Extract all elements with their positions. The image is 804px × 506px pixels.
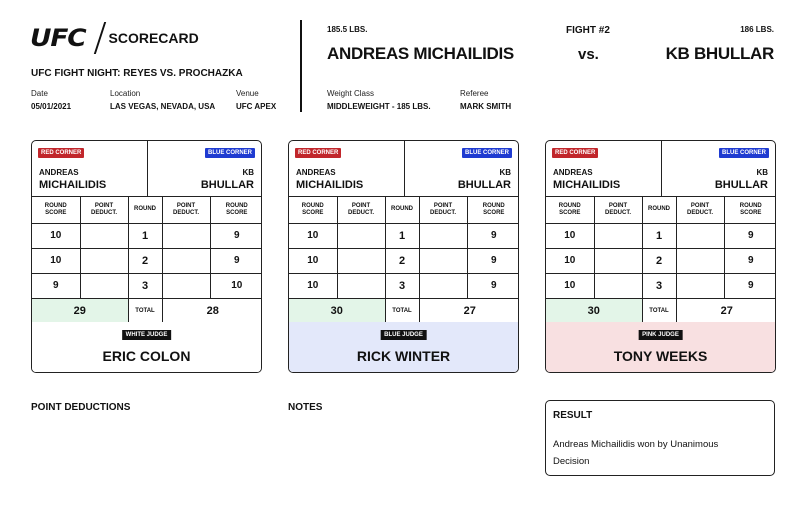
location-value: LAS VEGAS, NEVADA, USA: [110, 102, 216, 111]
red-round-score: 10: [546, 248, 594, 273]
blue-fighter-name: KB BHULLAR: [665, 44, 774, 63]
blue-corner-badge: BLUE CORNER: [205, 148, 255, 158]
result-box: [545, 400, 775, 476]
notes-title: NOTES: [288, 402, 323, 413]
blue-round-score: 9: [724, 248, 776, 273]
red-point-deduction: [594, 273, 642, 298]
blue-last-name: BHULLAR: [200, 179, 254, 191]
scorecard-judge-2: [288, 140, 519, 373]
blue-first-name: KB: [756, 168, 768, 177]
blue-last-name: BHULLAR: [714, 179, 768, 191]
point-deductions-title: POINT DEDUCTIONS: [31, 402, 131, 413]
red-fighter-name: ANDREAS MICHAILIDIS: [327, 44, 514, 63]
round-row: [289, 248, 519, 273]
total-label: TOTAL: [128, 298, 162, 324]
red-corner-panel: [289, 141, 405, 196]
blue-round-score-header: ROUND SCORE: [724, 197, 776, 223]
round-row: [289, 223, 519, 248]
blue-point-deduct-header: POINT DEDUCT.: [676, 197, 724, 223]
judge-name: RICK WINTER: [356, 348, 451, 364]
red-total-score: 29: [32, 298, 128, 324]
header-divider: [300, 20, 302, 112]
round-header: ROUND: [642, 197, 676, 223]
total-row: [289, 298, 519, 324]
blue-point-deduction: [162, 248, 210, 273]
weight-class-value: MIDDLEWEIGHT - 185 LBS.: [327, 102, 431, 111]
referee-label: Referee: [460, 89, 489, 98]
round-number: 3: [128, 273, 162, 298]
round-row: [32, 223, 262, 248]
round-header: ROUND: [128, 197, 162, 223]
red-total-score: 30: [289, 298, 385, 324]
red-first-name: ANDREAS: [553, 168, 593, 177]
red-round-score: 10: [289, 273, 337, 298]
round-number: 3: [385, 273, 419, 298]
round-number: 1: [385, 223, 419, 248]
red-round-score: 10: [32, 248, 80, 273]
red-round-score: 10: [546, 273, 594, 298]
round-row: [546, 223, 776, 248]
result-title: RESULT: [553, 410, 593, 421]
red-point-deduction: [80, 248, 128, 273]
red-weight: 185.5 LBS.: [327, 25, 368, 34]
blue-last-name: BHULLAR: [457, 179, 511, 191]
blue-round-score: 9: [467, 273, 519, 298]
blue-corner-badge: BLUE CORNER: [462, 148, 512, 158]
blue-point-deduction: [162, 273, 210, 298]
judge-badge: BLUE JUDGE: [380, 330, 427, 340]
red-round-score: 10: [32, 223, 80, 248]
round-number: 2: [385, 248, 419, 273]
blue-point-deduction: [676, 273, 724, 298]
red-point-deduct-header: POINT DEDUCT.: [80, 197, 128, 223]
round-row: [289, 273, 519, 298]
round-number: 1: [128, 223, 162, 248]
red-first-name: ANDREAS: [296, 168, 336, 177]
red-point-deduction: [594, 223, 642, 248]
red-corner-badge: RED CORNER: [295, 148, 341, 158]
red-point-deduction: [80, 273, 128, 298]
scorecard-judge-1: [31, 140, 262, 373]
judge-name: ERIC COLON: [102, 348, 191, 364]
blue-round-score: 9: [467, 223, 519, 248]
total-label: TOTAL: [642, 298, 676, 324]
blue-point-deduction: [162, 223, 210, 248]
round-number: 1: [642, 223, 676, 248]
round-number: 2: [642, 248, 676, 273]
red-round-score-header: ROUND SCORE: [32, 197, 80, 223]
red-last-name: MICHAILIDIS: [39, 179, 107, 191]
blue-round-score: 9: [724, 223, 776, 248]
red-point-deduction: [337, 273, 385, 298]
fight-number: FIGHT #2: [566, 25, 610, 36]
result-text: Andreas Michailidis won by Unanimous Decision: [553, 439, 719, 467]
blue-first-name: KB: [499, 168, 511, 177]
blue-point-deduction: [419, 248, 467, 273]
blue-point-deduct-header: POINT DEDUCT.: [162, 197, 210, 223]
blue-round-score: 10: [210, 273, 262, 298]
score-table-header: [32, 197, 262, 223]
blue-round-score-header: ROUND SCORE: [210, 197, 262, 223]
blue-corner-panel: [405, 141, 518, 196]
score-table-header: [546, 197, 776, 223]
round-row: [546, 248, 776, 273]
judge-badge: WHITE JUDGE: [122, 330, 172, 340]
red-point-deduction: [594, 248, 642, 273]
round-row: [546, 273, 776, 298]
judge-panel: [32, 322, 261, 373]
red-corner-badge: RED CORNER: [38, 148, 84, 158]
date-label: Date: [31, 89, 48, 98]
blue-round-score: 9: [210, 248, 262, 273]
logo-divider: [93, 22, 105, 54]
judge-badge: PINK JUDGE: [638, 330, 683, 340]
blue-point-deduction: [419, 223, 467, 248]
weight-class-label: Weight Class: [327, 89, 374, 98]
red-last-name: MICHAILIDIS: [553, 179, 621, 191]
score-table-header: [289, 197, 519, 223]
total-row: [32, 298, 262, 324]
event-name: UFC FIGHT NIGHT: REYES VS. PROCHAZKA: [31, 68, 243, 79]
red-point-deduction: [80, 223, 128, 248]
red-corner-panel: [546, 141, 662, 196]
red-corner-panel: [32, 141, 148, 196]
red-corner-badge: RED CORNER: [552, 148, 598, 158]
red-round-score: 9: [32, 273, 80, 298]
blue-first-name: KB: [242, 168, 254, 177]
score-table: [289, 197, 519, 325]
total-label: TOTAL: [385, 298, 419, 324]
judge-panel: [289, 322, 518, 373]
round-row: [32, 273, 262, 298]
venue-value: UFC APEX: [236, 102, 277, 111]
location-label: Location: [110, 89, 141, 98]
blue-total-score: 27: [419, 298, 519, 324]
corner-header: [32, 141, 261, 197]
red-round-score: 10: [289, 248, 337, 273]
total-row: [546, 298, 776, 324]
judge-name: TONY WEEKS: [613, 348, 708, 364]
ufc-logo: [30, 22, 199, 54]
red-point-deduction: [337, 223, 385, 248]
round-number: 3: [642, 273, 676, 298]
blue-corner-panel: [662, 141, 775, 196]
red-total-score: 30: [546, 298, 642, 324]
score-table: [546, 197, 776, 325]
date-value: 05/01/2021: [31, 102, 72, 111]
red-round-score-header: ROUND SCORE: [289, 197, 337, 223]
blue-corner-badge: BLUE CORNER: [719, 148, 769, 158]
blue-point-deduct-header: POINT DEDUCT.: [419, 197, 467, 223]
blue-total-score: 28: [162, 298, 262, 324]
red-point-deduct-header: POINT DEDUCT.: [337, 197, 385, 223]
venue-label: Venue: [236, 89, 259, 98]
corner-header: [289, 141, 518, 197]
blue-round-score-header: ROUND SCORE: [467, 197, 519, 223]
round-row: [32, 248, 262, 273]
blue-point-deduction: [676, 223, 724, 248]
round-number: 2: [128, 248, 162, 273]
blue-point-deduction: [676, 248, 724, 273]
red-round-score: 10: [546, 223, 594, 248]
red-point-deduct-header: POINT DEDUCT.: [594, 197, 642, 223]
blue-total-score: 27: [676, 298, 776, 324]
blue-corner-panel: [148, 141, 261, 196]
red-point-deduction: [337, 248, 385, 273]
blue-round-score: 9: [467, 248, 519, 273]
red-round-score-header: ROUND SCORE: [546, 197, 594, 223]
corner-header: [546, 141, 775, 197]
blue-weight: 186 LBS.: [740, 25, 774, 34]
scorecard-judge-3: [545, 140, 776, 373]
red-last-name: MICHAILIDIS: [296, 179, 364, 191]
judge-panel: [546, 322, 775, 373]
ufc-logo-text: UFC: [30, 24, 86, 52]
document-title: SCORECARD: [108, 30, 199, 46]
versus-label: vs.: [578, 46, 599, 63]
round-header: ROUND: [385, 197, 419, 223]
referee-value: MARK SMITH: [460, 102, 512, 111]
red-round-score: 10: [289, 223, 337, 248]
red-first-name: ANDREAS: [39, 168, 79, 177]
blue-round-score: 9: [210, 223, 262, 248]
blue-point-deduction: [419, 273, 467, 298]
blue-round-score: 9: [724, 273, 776, 298]
score-table: [32, 197, 262, 325]
